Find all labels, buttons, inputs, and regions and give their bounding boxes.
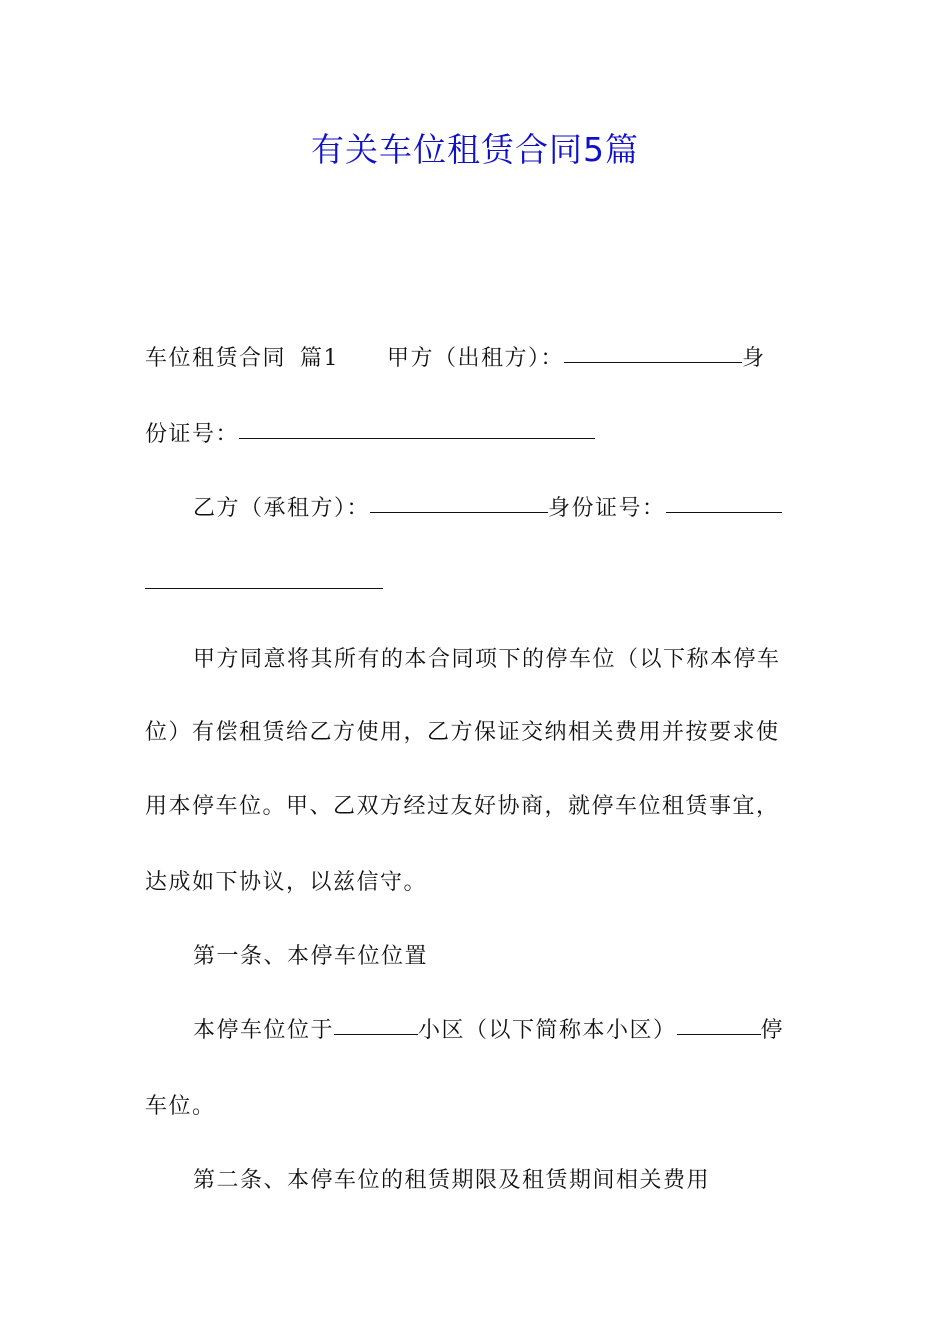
party-a-id-blank (239, 418, 595, 439)
party-b-label: 乙方（承租方）： (193, 496, 371, 521)
party-a-blank (564, 342, 742, 363)
party-b-blank (370, 492, 548, 513)
party-b-id-label: 身份证号： (548, 496, 666, 521)
paragraph-line: 甲方同意将其所有的本合同项下的停车位（以下称本停车 (193, 647, 781, 672)
contract-heading-line (145, 344, 766, 374)
paragraph-line: 达成如下协议，以兹信守。 (145, 870, 428, 895)
party-b-id-continuation (145, 570, 383, 600)
article-2-title: 第二条、本停车位的租赁期限及租赁期间相关费用 (193, 1168, 711, 1193)
party-a-id-line (145, 420, 595, 450)
party-a-tail: 身 (742, 346, 766, 371)
article-1-text-end: 车位。 (145, 1094, 216, 1119)
party-b-id-blank-cont (145, 568, 383, 589)
contract-number: 篇1 (300, 346, 340, 371)
article-1-text-c: 停 (760, 1018, 785, 1043)
document-title: 有关车位租赁合同5篇 (311, 130, 639, 169)
party-b-line (193, 494, 782, 524)
party-b-id-blank (666, 492, 782, 513)
party-a-label: 甲方（出租方）： (387, 346, 565, 371)
community-blank (334, 1014, 418, 1035)
contract-heading: 车位租赁合同 (145, 346, 287, 371)
paragraph-line: 用本停车位。甲、乙双方经过友好协商，就停车位租赁事宜， (145, 794, 780, 819)
paragraph-line: 位）有偿租赁给乙方使用，乙方保证交纳相关费用并按要求使 (145, 720, 780, 745)
article-1-text-b: 小区（以下简称本小区） (418, 1018, 677, 1043)
article-1-title: 第一条、本停车位位置 (193, 944, 429, 969)
party-a-id-label: 份证号： (145, 422, 240, 447)
article-1-text-a: 本停车位位于 (193, 1018, 335, 1043)
article-1-text (193, 1016, 784, 1046)
space-number-blank (677, 1014, 761, 1035)
